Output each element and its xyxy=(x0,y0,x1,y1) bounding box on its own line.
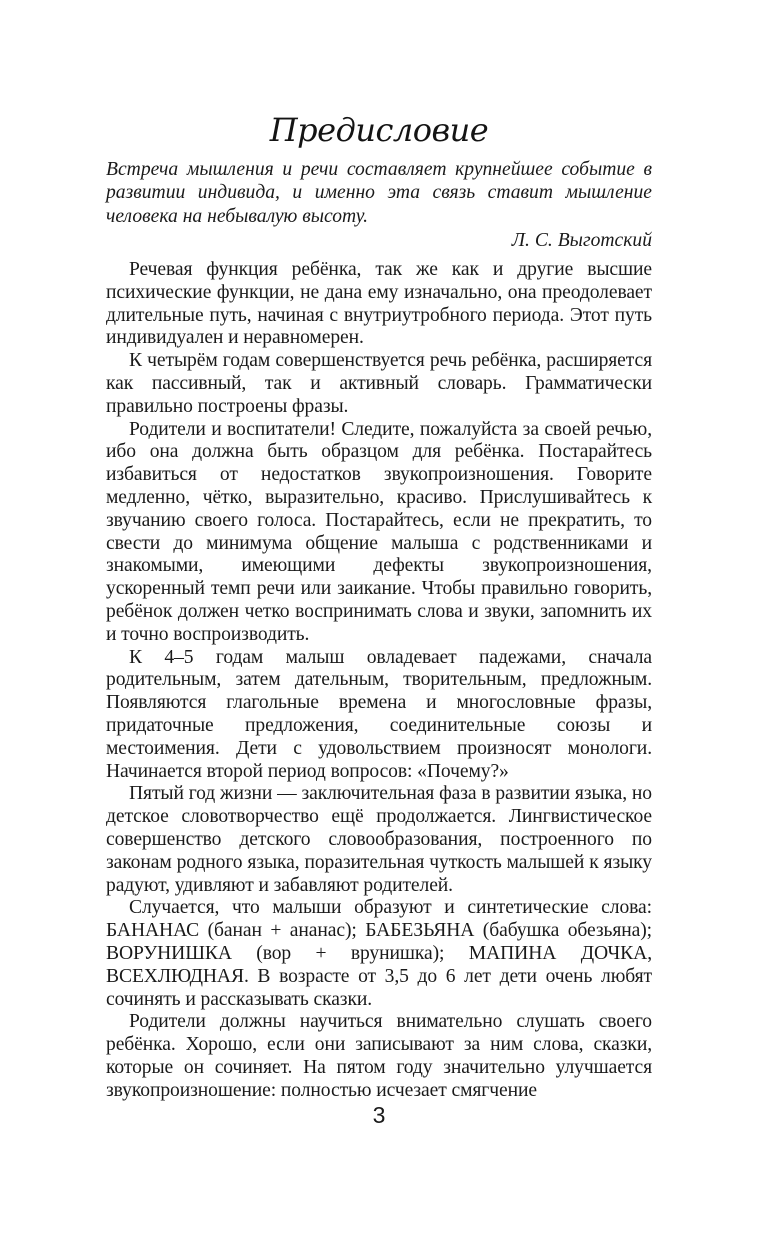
paragraph: Родители должны научиться внимательно слушать своего ребёнка. Хорошо, если они записывают за ним слова, сказки, которые он сочиняет. На пятом году значительно улучшается звукопроизношение: полностью исчезает смягчение xyxy=(106,1011,652,1101)
paragraph: Родители и воспитатели! Следите, пожалуйста за своей речью, ибо она должна быть образцом для ребёнка. Постарайтесь избавиться от недостатков звукопроизношения. Говорите медленно, чётко, выразительно, красиво. Прислушивайтесь к звучанию своего голоса. Постарайтесь, если не прекратить, то свести до минимума общение малыша с родственниками и знакомыми, имеющими дефекты звукопроизношения, ускоренный темп речи или заикание. Чтобы правильно говорить, ребёнок должен четко воспринимать слова и звуки, запомнить их и точно воспроизводить. xyxy=(106,418,652,645)
book-page xyxy=(106,0,652,1240)
epigraph-text: Встреча мышления и речи составляет крупнейшее событие в развитии индивида, и именно эта связь ставит мышление человека на небывалую высоту. xyxy=(106,159,652,227)
page-number: 3 xyxy=(372,1102,386,1128)
paragraph: Речевая функция ребёнка, так же как и другие высшие психические функции, не дана ему изначально, она преодолевает длительные путь, начиная с внутриутробного периода. Этот путь индивидуален и неравномерен. xyxy=(106,259,652,349)
body-text xyxy=(106,259,652,1102)
paragraph: Случается, что малыши образуют и синтетические слова: БАНАНАС (банан + ананас); БАБЕЗЬЯНА (бабушка обезьяна); ВОРУНИШКА (вор + врунишка); МАПИНА ДОЧКА, ВСЕХЛЮДНАЯ. В возрасте от 3,5 до 6 лет дети очень любят сочинять и рассказывать сказки. xyxy=(106,897,652,1010)
epigraph-author: Л. С. Выготский xyxy=(511,230,652,251)
paragraph: Пятый год жизни — заключительная фаза в развитии языка, но детское словотворчество ещё продолжается. Лингвистическое совершенство детского словообразования, построенного по законам родного языка, поразительная чуткость малышей к языку радуют, удивляют и забавляют родителей. xyxy=(106,783,652,896)
paragraph: К четырём годам совершенствуется речь ребёнка, расширяется как пассивный, так и активный словарь. Грамматически правильно построены фразы. xyxy=(106,350,652,417)
chapter-title: Предисловие xyxy=(269,111,489,149)
paragraph: К 4–5 годам малыш овладевает падежами, сначала родительным, затем дательным, творительным, предложным. Появляются глагольные времена и многословные фразы, придаточные предложения, соединительные союзы и местоимения. Дети с удовольствием произносят монологи. Начинается второй период вопросов: «Почему?» xyxy=(106,646,652,782)
